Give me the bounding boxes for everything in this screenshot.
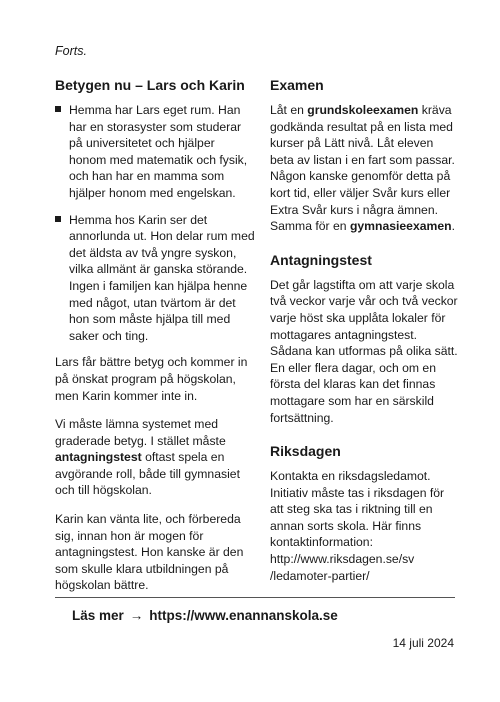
paragraph: Karin kan vänta lite, och förbereda sig, innan hon är mogen för antagningstest. Hon kanske är den som skulle klara utbildningen på högskolan bättre. [55,512,244,593]
arrow-right-icon: → [129,608,144,623]
text-run: . [451,219,455,234]
bullet-text: Hemma hos Karin ser det annorlunda ut. Hon delar rum med det äldsta av två yngre syskon, vilka allmänt är ganska störande. Ingen i familjen kan hjälpa henne med något, utan tvärtom är det hon som måste hjälpa till med saker och ting. [69,212,255,343]
paragraph [270,468,460,584]
square-bullet-icon [55,106,61,112]
section-heading-exam: Examen [270,77,324,93]
contact-link[interactable]: http://www.riksdagen.se/sv [270,552,415,567]
text-run: Kontakta en riksdagsledamot. Initiativ måste tas i riksdagen för att steg ska tas i riktning till en annan sorts skola. Här finns kontaktinformation: [270,469,445,550]
text-run: kräva godkända resultat på en lista med kurser på Lätt nivå. Låt eleven beta av listan i en fart som passar. Någon kanske genomför detta på kort tid, eller väljer Svår kurs eller Extra Svår kurs i några ämnen. Samma för en [270,103,455,234]
paragraph: Det går lagstifta om att varje skola två veckor varje vår och två veckor varje höst ska upplåta lokaler för mottagares antagningstest. Sådana kan utformas på olika sätt. En eller flera dagar, och om en första del klaras kan det finnas mottagare som har en särskild fortsättning. [270,277,458,425]
square-bullet-icon [55,216,61,222]
read-more-line [72,608,338,623]
section-heading-grades: Betygen nu – Lars och Karin [55,77,245,93]
text-run: Vi måste lämna systemet med graderade betyg. I stället måste [55,417,226,448]
read-more-label: Läs mer [72,608,124,623]
bold-term: gymnasieexamen [349,219,452,234]
left-column [55,76,255,606]
bullet-item [55,102,255,202]
bullet-item [55,212,255,345]
paragraph: Lars får bättre betyg och kommer in på önskat program på högskolan, men Karin kommer inte in. [55,355,248,403]
section-heading-parliament: Riksdagen [270,443,341,460]
bold-term: grundskoleexamen [307,103,419,117]
bold-term: antagningstest [55,450,142,465]
paragraph [270,102,460,235]
paragraph [55,416,255,499]
section-heading-admission-test: Antagningstest [270,251,372,268]
footer-divider [55,597,455,598]
website-link[interactable]: https://www.enannanskola.se [149,608,338,623]
right-column [270,76,460,596]
continued-label: Forts. [55,44,87,58]
bullet-text: Hemma har Lars eget rum. Han har en storasyster som studerar på universitetet och hjälper honom med matematik och fysik, och han har en mamma som hjälper honom med engelskan. [69,103,248,200]
contact-link-continued[interactable]: /ledamoter-partier/ [270,568,370,583]
text-run: oftast spela en avgörande roll, både till gymnasiet och till högskolan. [55,450,240,498]
text-run: Låt en [270,103,308,117]
publication-date: 14 juli 2024 [392,636,454,650]
bullet-list [55,102,255,344]
